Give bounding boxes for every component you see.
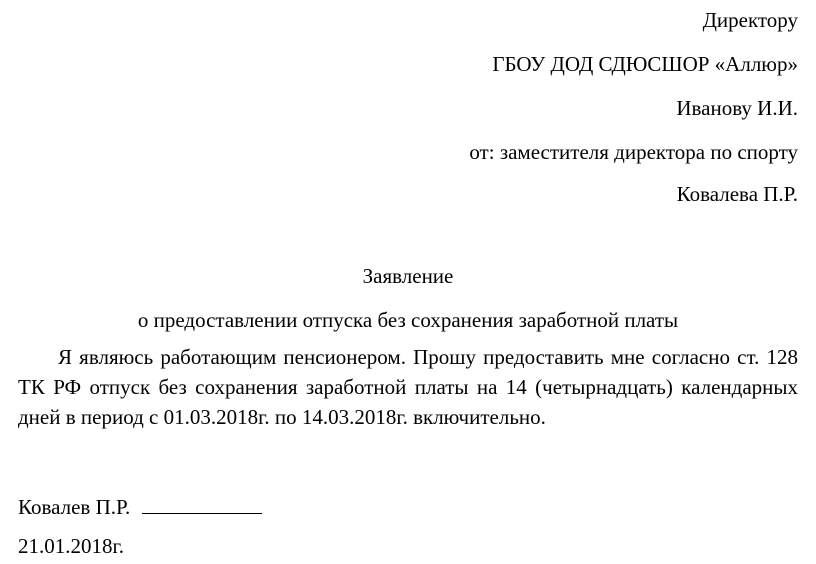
signature-line (142, 493, 262, 514)
header-from-name: Ковалева П.Р. (676, 182, 798, 206)
body-paragraph: Я являюсь работающим пенсионером. Прошу предоставить мне согласно ст. 128 ТК РФ отпуск без сохранения заработной платы на 14 (четырнадцать) календарных дней в период с 01.03.2018г. по 14.03.2018г. включительно. (18, 345, 798, 429)
document-subtitle: о предоставлении отпуска без сохранения заработной платы (137, 308, 679, 332)
signature-block (18, 493, 262, 521)
document-date: 21.01.2018г. (18, 534, 124, 558)
header-organization: ГБОУ ДОД СДЮСШОР «Аллюр» (492, 52, 798, 76)
header-from-position: от: заместителя директора по спорту (469, 140, 798, 164)
header-to-name: Иванову И.И. (676, 96, 798, 120)
header-to-title: Директору (702, 8, 798, 32)
document-title: Заявление (362, 264, 454, 288)
signer-name: Ковалев П.Р. (18, 495, 131, 519)
